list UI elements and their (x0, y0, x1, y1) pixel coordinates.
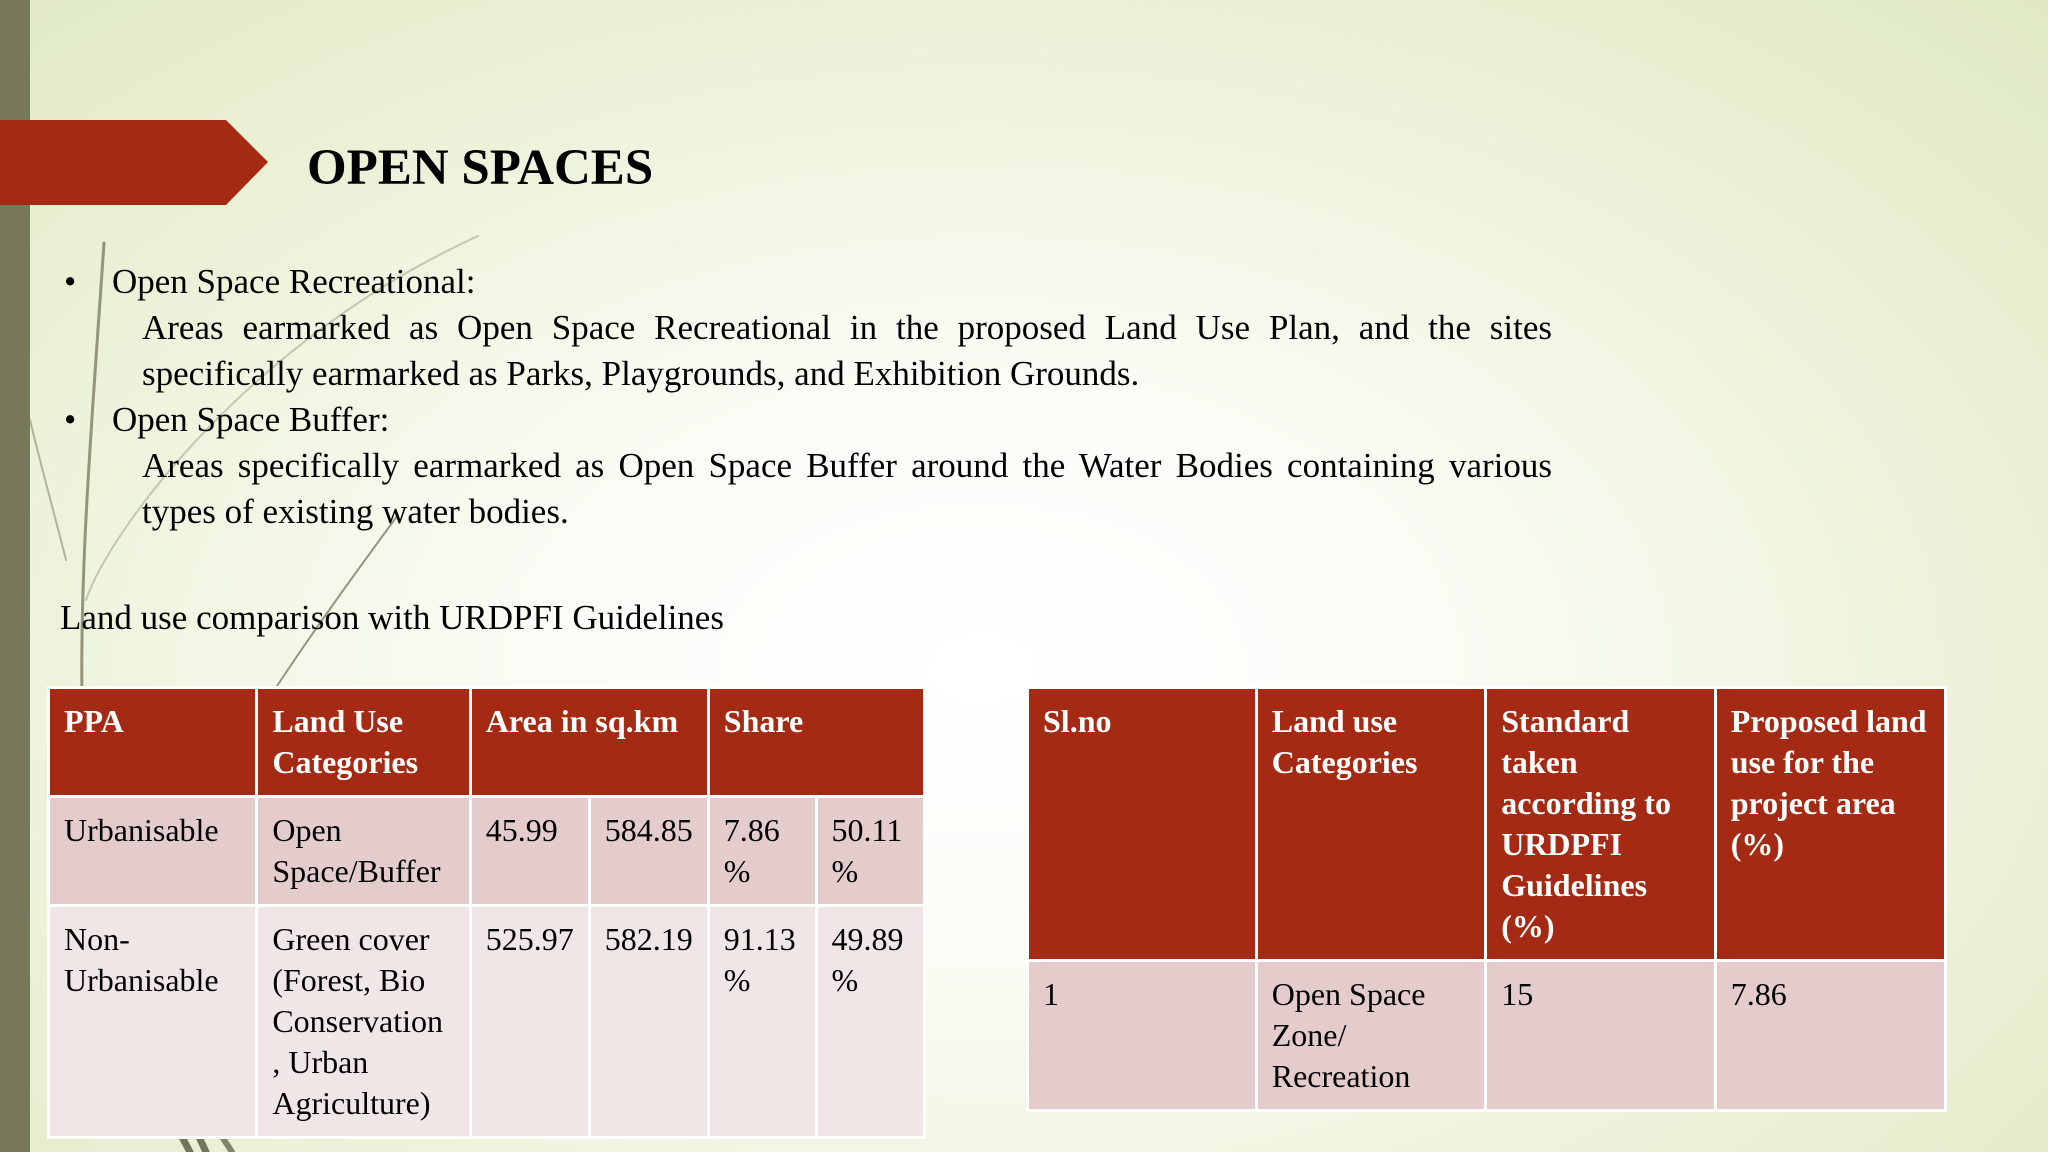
table-cell: Open Space Zone/ Recreation (1256, 961, 1485, 1111)
table-header-row (1028, 688, 1946, 961)
bullet-body: Areas specifically earmarked as Open Space Buffer around the Water Bodies containing various types of existing water bodies. (142, 446, 1552, 531)
slide-title: OPEN SPACES (307, 140, 654, 196)
header-ppa: PPA (49, 688, 257, 797)
table-row (49, 906, 925, 1138)
table-cell: 584.85 (589, 797, 708, 906)
table-cell: 50.11 % (816, 797, 924, 906)
header-area: Area in sq.km (470, 688, 708, 797)
table-cell: 49.89 % (816, 906, 924, 1138)
bullet-item (60, 259, 1552, 305)
bullet-heading: Open Space Buffer: (112, 400, 390, 439)
table-cell: 7.86 % (708, 797, 816, 906)
header-sl-no: Sl.no (1028, 688, 1257, 961)
header-land-use-categories: Land Use Categories (257, 688, 470, 797)
bullet-dot-icon: • (64, 262, 77, 301)
table-caption: Land use comparison with URDPFI Guidelines (60, 598, 724, 637)
table-cell: Non-Urbanisable (49, 906, 257, 1138)
bullet-dot-icon: • (64, 400, 77, 439)
bullet-heading: Open Space Recreational: (112, 262, 476, 301)
header-proposed: Proposed land use for the project area (%) (1715, 688, 1945, 961)
header-standard: Standard taken according to URDPFI Guidelines (%) (1486, 688, 1715, 961)
table-cell: 1 (1028, 961, 1257, 1111)
table-cell: Urbanisable (49, 797, 257, 906)
urdpfi-comparison-table (1026, 686, 1947, 1112)
bullet-body: Areas earmarked as Open Space Recreational in the proposed Land Use Plan, and the sites specifically earmarked as Parks, Playgrounds, and Exhibition Grounds. (142, 308, 1552, 393)
bullet-list (60, 259, 1552, 535)
table-cell: 91.13 % (708, 906, 816, 1138)
ppa-land-use-table (47, 686, 926, 1139)
table-row (49, 797, 925, 906)
table-cell: 15 (1486, 961, 1715, 1111)
table-cell: 45.99 (470, 797, 589, 906)
header-land-use-categories: Land use Categories (1256, 688, 1485, 961)
table-cell: Green cover (Forest, Bio Conservation , Urban Agriculture) (257, 906, 470, 1138)
table-cell: Open Space/Buffer (257, 797, 470, 906)
table-row (1028, 961, 1946, 1111)
table-cell: 7.86 (1715, 961, 1945, 1111)
title-arrow-shape (0, 120, 268, 205)
table-cell: 582.19 (589, 906, 708, 1138)
table-cell: 525.97 (470, 906, 589, 1138)
header-share: Share (708, 688, 924, 797)
bullet-item (60, 397, 1552, 443)
table-header-row (49, 688, 925, 797)
